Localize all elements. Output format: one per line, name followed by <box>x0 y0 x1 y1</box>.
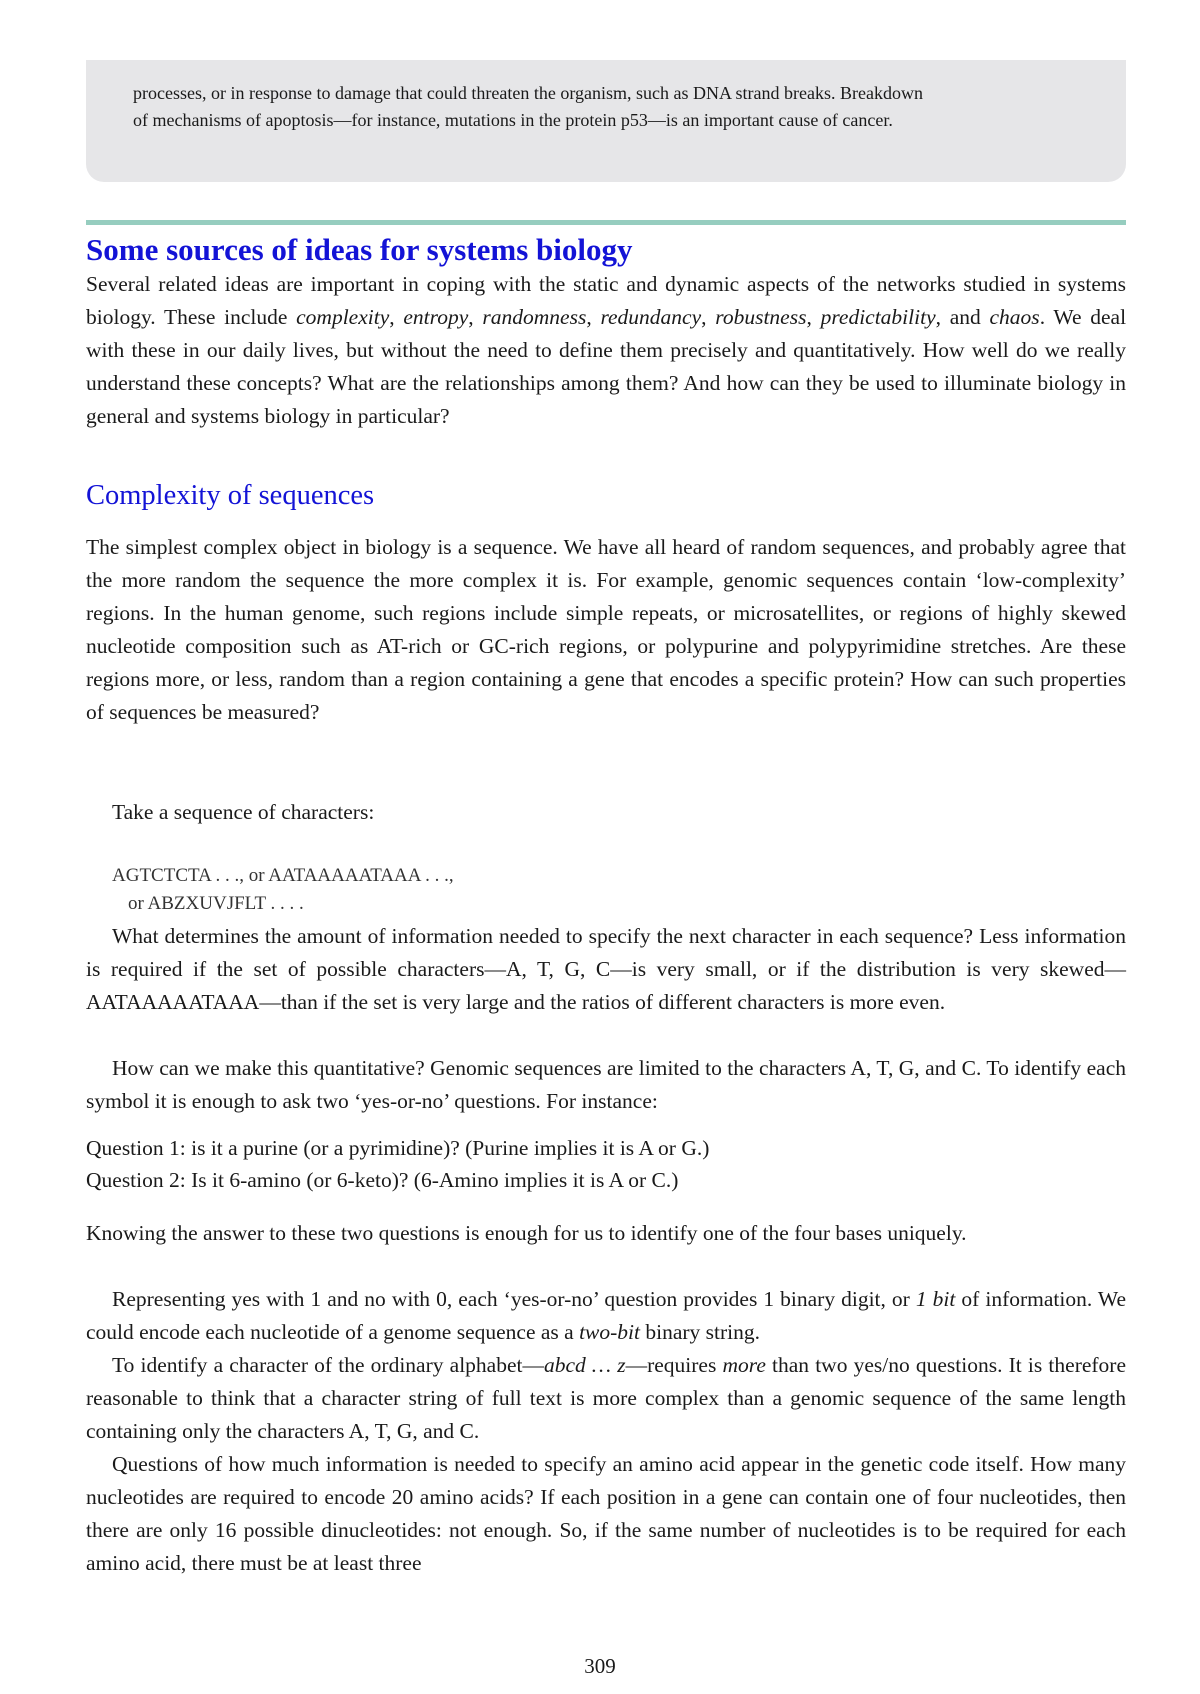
sequence-line: or ABZXUVJFLT . . . . <box>128 893 304 914</box>
section-intro: Several related ideas are important in coping with the static and dynamic aspects of the networks studied in systems biology. These include complexity, entropy, randomness, redundancy, robustness, predictability, and chaos. We deal with these in our daily lives, but without the need to define them precisely and quantitatively. How well do we really understand these concepts? What are the relationships among them? And how can they be used to illuminate biology in general and systems biology in particular? <box>86 272 1127 428</box>
section-divider <box>86 220 1126 225</box>
paragraph-4: How can we make this quantitative? Genomic sequences are limited to the characters A, T, G, and C. To identify each symbol it is enough to ask two ‘yes-or-no’ questions. For instance: <box>86 1056 1126 1113</box>
paragraph-2: Take a sequence of characters: <box>112 800 375 824</box>
question-2: Question 2: Is it 6-amino (or 6-keto)? (6-Amino implies it is A or C.) <box>86 1168 679 1192</box>
paragraph-7: To identify a character of the ordinary alphabet—abcd … z—requires more than two yes/no questions. It is therefore reasonable to think that a character string of full text is more complex than a genomic sequence of the same length containing only the characters A, T, G, and C. <box>86 1353 1127 1443</box>
sequence-example <box>112 862 454 918</box>
info-box-line: of mechanisms of apoptosis—for instance, mutations in the protein p53—is an important cause of cancer. <box>133 110 893 130</box>
paragraph-8: Questions of how much information is needed to specify an amino acid appear in the genetic code itself. How many nucleotides are required to encode 20 amino acids? If each position in a gene can contain one of four nucleotides, then there are only 16 possible dinucleotides: not enough. So, if the same number of nucleotides is to be required for each amino acid, there must be at least three <box>86 1452 1126 1575</box>
question-1: Question 1: is it a purine (or a pyrimidine)? (Purine implies it is A or G.) <box>86 1136 710 1160</box>
sequence-line: AGTCTCTA . . ., or AATAAAAATAAA . . ., <box>112 865 454 886</box>
paragraph-5: Knowing the answer to these two questions is enough for us to identify one of the four bases uniquely. <box>86 1221 967 1245</box>
page-number: 309 <box>584 1654 616 1678</box>
subsection-title: Complexity of sequences <box>86 480 375 511</box>
paragraph-1: The simplest complex object in biology is a sequence. We have all heard of random sequences, and probably agree that the more random the sequence the more complex it is. For example, genomic sequences contain ‘low-complexity’ regions. In the human genome, such regions include simple repeats, or microsatellites, or regions of highly skewed nucleotide composition such as AT-rich or GC-rich regions, or polypurine and polypyrimidine stretches. Are these regions more, or less, random than a region containing a gene that encodes a specific protein? How can such properties of sequences be measured? <box>86 535 1126 724</box>
paragraph-3: What determines the amount of information needed to specify the next character in each sequence? Less information is required if the set of possible characters—A, T, G, C—is very small, or if the distribution is very skewed—AATAAAAATAAA—than if the set is very large and the ratios of different characters is more even. <box>86 924 1126 1014</box>
paragraph-6: Representing yes with 1 and no with 0, each ‘yes-or-no’ question provides 1 binary digit, or 1 bit of information. We could encode each nucleotide of a genome sequence as a two-bit binary string. <box>86 1287 1126 1344</box>
info-box-line: processes, or in response to damage that could threaten the organism, such as DNA strand breaks. Breakdown <box>133 83 923 103</box>
section-title: Some sources of ideas for systems biology <box>86 232 633 267</box>
info-box-text <box>133 80 1093 134</box>
